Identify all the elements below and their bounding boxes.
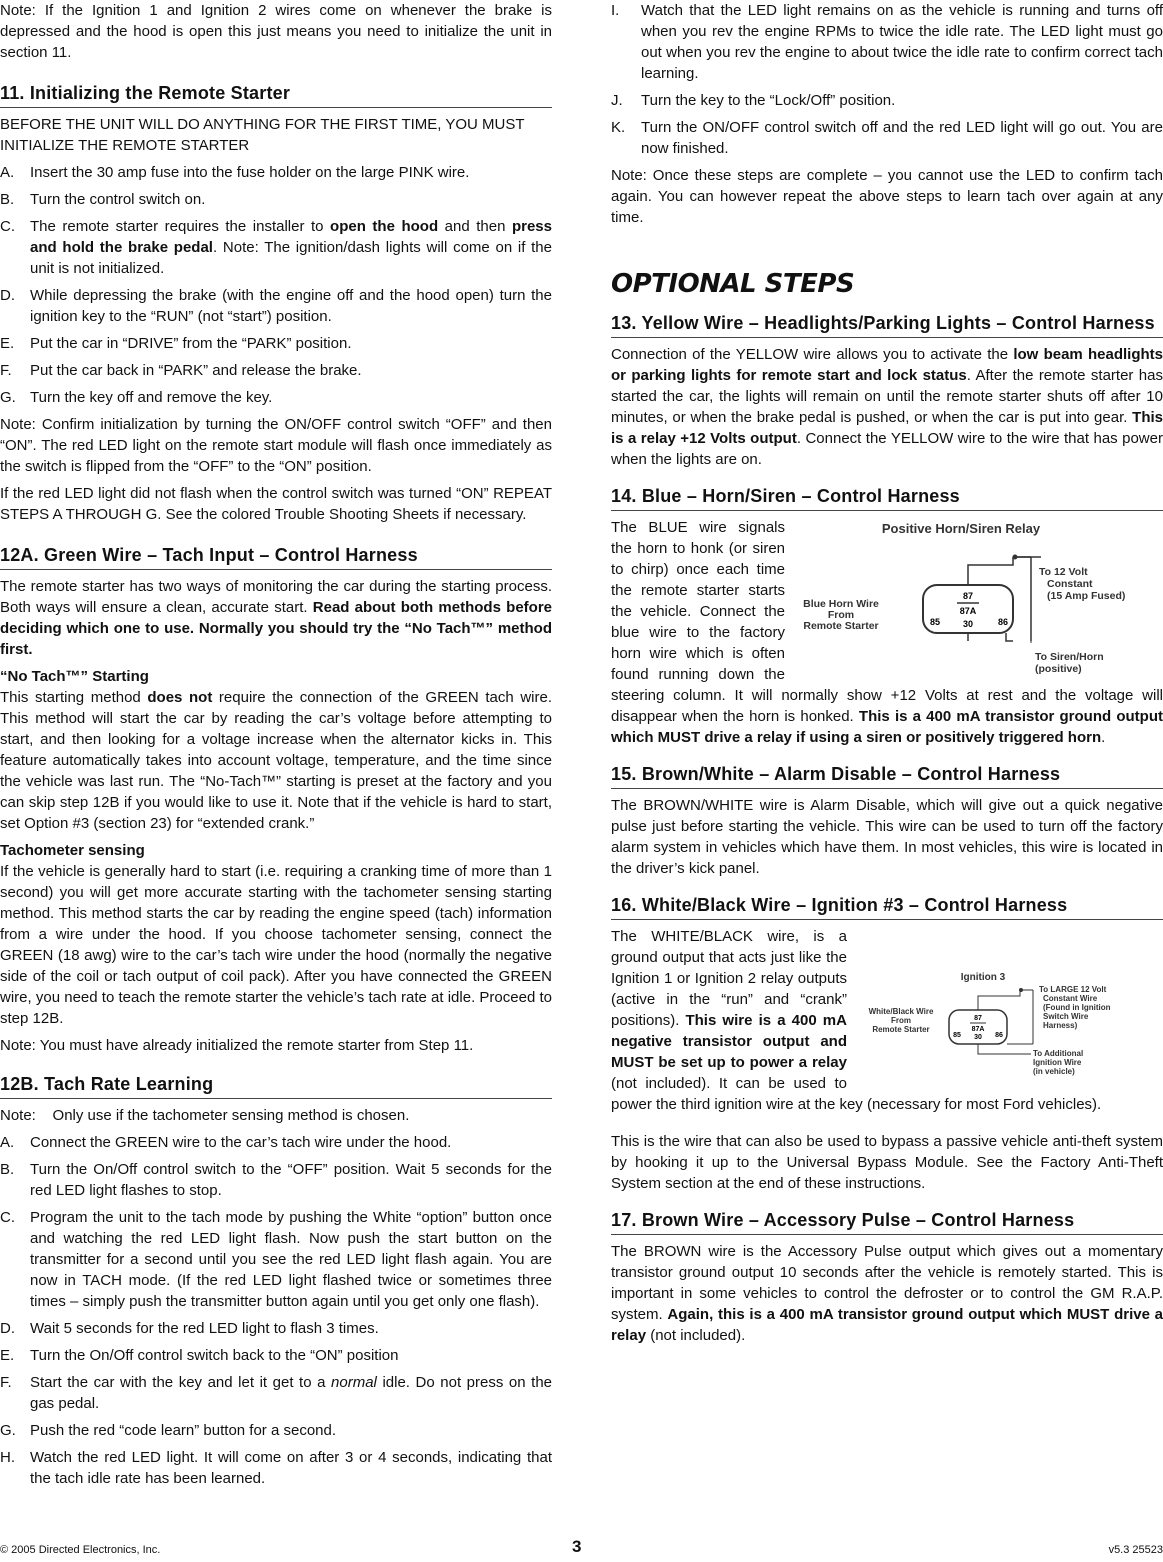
section-12b-steps [0,1132,552,1489]
section-16-paragraph: The WHITE/BLACK wire, is a ground output that acts just like the Ignition 1 or Ignition 2 relay outputs (active in the “run” and “crank” positions). This wire is a 400 mA negative transistor output and MUST be set up to power a relay (not included). It can be used to power the third ignition wire at the key (necessary for most Ford vehicles). [611,928,1102,1113]
list-item: F. Put the car back in “PARK” and release the brake. [0,362,362,379]
svg-text:87A: 87A [971,1026,985,1033]
list-item: D. Wait 5 seconds for the red LED light to flash 3 times. [0,1320,379,1337]
right-column [611,0,1163,1352]
left-column [0,0,552,1495]
svg-text:Switch Wire: Switch Wire [1043,1012,1089,1021]
section-12a-note: Note: You must have already initialized the remote starter from Step 11. [0,1037,474,1054]
svg-text:(15 Amp Fused): (15 Amp Fused) [1047,590,1126,602]
list-item: C. The remote starter requires the installer to open the hood and then press and hold the brake pedal. Note: The ignition/dash lights will come on if the unit is not initialized. [0,218,552,277]
list-item: G. Turn the key off and remove the key. [0,389,273,406]
section-16-paragraph-2: This is the wire that can also be used to bypass a passive vehicle anti-theft system by hooking it up to the Universal Bypass Module. See the Factory Anti-Theft System section at the end of these instructions. [611,1133,1163,1192]
section-14-paragraph: The BLUE wire signals the horn to honk (or siren to chirp) once each time the remote starter starts the vehicle. Connect the blue wire to the factory horn wire which is often found running down the steering column. It will normally show +12 Volts at rest and the voltage will disappear when the horn is honked. This is a 400 mA transistor ground output which MUST drive a relay if using a siren or positively triggered horn. [611,519,1163,746]
svg-text:85: 85 [929,617,941,627]
no-tach-paragraph: This starting method does not require the connection of the GREEN tach wire. This method will start the car by reading the car’s voltage before attempting to start, and then looking for a voltage increase when the alternator kicks in. This feature automatically takes into account voltage, temperature, and the time since the vehicle was last run. The “No-Tach™” starting is preset at the factory and you can skip step 12B if you would like to use it. Note that if the vehicle is hard to start, set Option #3 (section 23) for “extended crank.” [0,689,553,832]
page-number: 3 [572,1537,582,1556]
svg-text:White/Black Wire: White/Black Wire [868,1007,934,1016]
svg-text:From: From [827,609,855,621]
svg-text:To LARGE 12 Volt: To LARGE 12 Volt [1039,985,1107,994]
section-11-heading: 11. Initializing the Remote Starter [0,83,552,108]
svg-text:(positive): (positive) [1035,663,1082,675]
section-11-note: Note: Confirm initialization by turning the ON/OFF control switch “OFF” and then “ON”. The red LED light on the remote start module will flash once immediately as the switch is flipped from the “OFF” to the “ON” position. [0,416,552,475]
footer-copyright: © 2005 Directed Electronics, Inc. [0,1544,161,1556]
section-15-heading: 15. Brown/White – Alarm Disable – Control Harness [611,764,1163,789]
section-12b-heading: 12B. Tach Rate Learning [0,1074,552,1099]
list-item: G. Push the red “code learn” button for a second. [0,1422,337,1439]
footer-version: v5.3 25523 [1108,1544,1163,1556]
svg-text:Constant Wire: Constant Wire [1043,994,1098,1003]
list-item: K. Turn the ON/OFF control switch off and the red LED light will go out. You are now finished. [611,119,1163,157]
tach-sensing-subheading: Tachometer sensing [0,842,145,859]
svg-text:30: 30 [974,1034,982,1041]
section-12a-heading: 12A. Green Wire – Tach Input – Control Harness [0,545,552,570]
svg-text:86: 86 [997,617,1009,627]
section-17-paragraph: The BROWN wire is the Accessory Pulse output which gives out a momentary transistor ground output 10 seconds after the vehicle is remotely started. This is important in some vehicles to control the defroster or to control the GM R.A.P. system. Again, this is a 400 mA transistor ground output which MUST drive a relay (not included). [611,1243,1163,1344]
svg-text:86: 86 [995,1032,1003,1039]
list-item: E. Turn the On/Off control switch back to the “ON” position [0,1347,399,1364]
svg-text:(Found in Ignition: (Found in Ignition [1043,1003,1111,1012]
section-11-steps [0,162,552,408]
svg-text:Remote Starter: Remote Starter [872,1025,930,1034]
section-15-paragraph: The BROWN/WHITE wire is Alarm Disable, which will give out a quick negative pulse just before starting the vehicle. This wire can be used to turn off the factory alarm system in vehicles which have them. In most vehicles, this wire is located in the driver’s kick panel. [611,797,1163,877]
section-13-heading: 13. Yellow Wire – Headlights/Parking Lights – Control Harness [611,313,1163,338]
svg-text:From: From [891,1016,911,1025]
diagram-title: Positive Horn/Siren Relay [881,521,1041,536]
list-item: J. Turn the key to the “Lock/Off” position. [611,92,896,109]
tach-sensing-paragraph: If the vehicle is generally hard to start (i.e. requiring a cranking time of more than 1 second) you will get more accurate starting with the tachometer sensing starting method. This method starts the car by reading the engine speed (tach) information from a wire under the hood. If you choose tachometer sensing, connect the GREEN (18 awg) wire to the car’s tach wire under the hood (normally the negative side of the coil or tach output of coil pack). After you have connected the GREEN wire, you need to teach the remote starter the vehicle’s tach rate at idle. Proceed to step 12B. [0,863,552,1027]
svg-text:87A: 87A [959,606,977,616]
list-item: H. Watch the red LED light. It will come on after 3 or 4 seconds, indicating that the tach idle rate has been learned. [0,1449,552,1487]
list-item: A. Insert the 30 amp fuse into the fuse holder on the large PINK wire. [0,164,470,181]
svg-text:Constant: Constant [1047,578,1093,590]
svg-text:85: 85 [953,1032,961,1039]
list-item: A. Connect the GREEN wire to the car’s tach wire under the hood. [0,1134,452,1151]
list-item: B. Turn the On/Off control switch to the “OFF” position. Wait 5 seconds for the red LED light flashes to stop. [0,1161,552,1199]
intro-note: Note: If the Ignition 1 and Ignition 2 wires come on whenever the brake is depressed and the hood is open this just means you need to initialize the unit in section 11. [0,2,552,61]
svg-text:Remote Starter: Remote Starter [803,620,879,632]
list-item: B. Turn the control switch on. [0,191,206,208]
tach-complete-note: Note: Once these steps are complete – you cannot use the LED to confirm tach again. You can however repeat the above steps to learn tach over again at any time. [611,167,1163,226]
svg-text:To 12 Volt: To 12 Volt [1039,566,1088,578]
ignition-3-diagram [853,926,1163,1076]
svg-text:Harness): Harness) [1043,1021,1078,1030]
svg-text:To Siren/Horn: To Siren/Horn [1035,651,1104,663]
svg-text:Blue Horn Wire: Blue Horn Wire [803,598,879,610]
svg-text:To Additional: To Additional [1033,1049,1084,1058]
svg-text:87: 87 [962,591,974,601]
svg-text:Ignition Wire: Ignition Wire [1033,1058,1082,1067]
list-item: C. Program the unit to the tach mode by pushing the White “option” button once and watching the red LED light flash. Now push the start button on the transmitter for a second until you see the red LED light flash again. You are now in TACH mode. (If the red LED light flashed twice or sometimes three times – simply push the transmitter button again until you get only one flash). [0,1209,552,1310]
section-11-note-2: If the red LED light did not flash when the control switch was turned “ON” REPEAT STEPS A THROUGH G. See the colored Trouble Shooting Sheets if necessary. [0,485,552,523]
list-item: D. While depressing the brake (with the engine off and the hood open) turn the ignition key to the “RUN” (not “start”) position. [0,287,552,325]
svg-text:30: 30 [962,619,974,629]
section-17-heading: 17. Brown Wire – Accessory Pulse – Control Harness [611,1210,1163,1235]
diagram-title: Ignition 3 [960,972,1006,983]
svg-text:87: 87 [974,1015,982,1022]
section-16-heading: 16. White/Black Wire – Ignition #3 – Control Harness [611,895,1163,920]
list-item: I. Watch that the LED light remains on as the vehicle is running and turns off when you rev the engine RPMs to twice the idle rate. The LED light must go out when you rev the engine to about twice the idle rate to confirm correct tach learning. [611,2,1163,82]
no-tach-subheading: “No Tach™” Starting [0,668,149,685]
section-11-caps: BEFORE THE UNIT WILL DO ANYTHING FOR THE FIRST TIME, YOU MUST INITIALIZE THE REMOTE STARTER [0,116,525,154]
section-12b-steps-cont [611,0,1163,159]
svg-text:(in vehicle): (in vehicle) [1033,1067,1075,1076]
section-12b-note: Note: Only use if the tachometer sensing method is chosen. [0,1107,410,1124]
optional-steps-title: OPTIONAL STEPS [611,269,855,299]
section-14-heading: 14. Blue – Horn/Siren – Control Harness [611,486,1163,511]
section-12a-intro: The remote starter has two ways of monitoring the car during the starting process. Both ways will ensure a clean, accurate start. Read about both methods before deciding which one to use. Normally you should try the “No Tach™” method first. [0,578,552,658]
horn-relay-diagram [791,517,1163,677]
section-13-paragraph: Connection of the YELLOW wire allows you to activate the low beam headlights or parking lights for remote start and lock status. After the remote starter has started the car, the lights will remain on until the remote starter shuts off after 10 minutes, or when the brake pedal is pushed, or when the car is put into gear. This is a relay +12 Volts output. Connect the YELLOW wire to the wire that has power when the lights are on. [611,346,1163,468]
list-item: F. Start the car with the key and let it get to a normal idle. Do not press on the gas pedal. [0,1374,553,1412]
list-item: E. Put the car in “DRIVE” from the “PARK” position. [0,335,352,352]
